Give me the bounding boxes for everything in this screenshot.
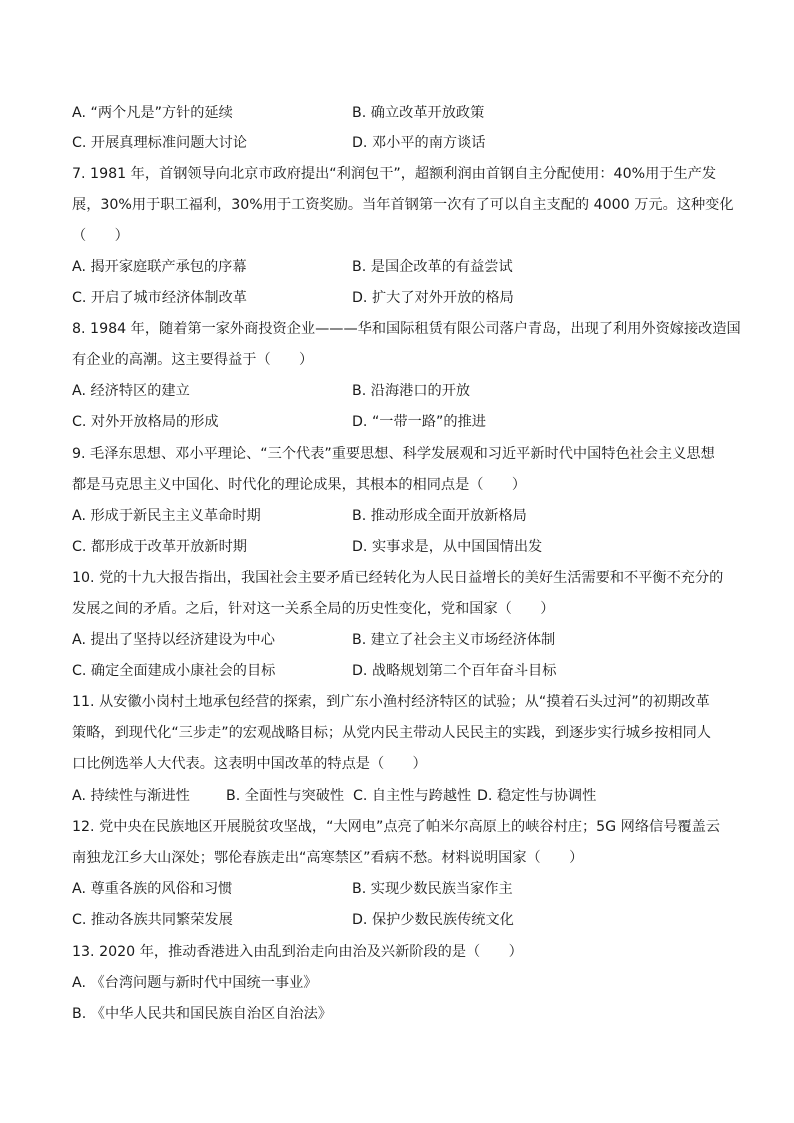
q6-option-c: C. 开展真理标准问题大讨论	[72, 135, 247, 151]
q8-option-a: A. 经济特区的建立	[72, 383, 190, 399]
q13-stem-line1: 13. 2020 年，推动香港进入由乱到治走向由治及兴新阶段的是（ ）	[72, 944, 523, 960]
q9-option-b: B. 推动形成全面开放新格局	[352, 508, 527, 524]
q11-option-b: B. 全面性与突破性	[226, 788, 345, 804]
q11-option-d: D. 稳定性与协调性	[477, 788, 597, 804]
q7-option-b: B. 是国企改革的有益尝试	[352, 259, 513, 275]
q6-option-b: B. 确立改革开放政策	[352, 105, 485, 121]
q11-stem-line2: 策略，到现代化“三步走”的宏观战略目标；从党内民主带动人民民主的实践，到逐步实行城乡按相同人	[72, 725, 711, 741]
q9-option-d: D. 实事求是，从中国国情出发	[352, 539, 543, 555]
q7-option-a: A. 揭开家庭联产承包的序幕	[72, 259, 247, 275]
q8-option-d: D. “一带一路”的推进	[352, 414, 486, 430]
q11-option-c: C. 自主性与跨越性	[353, 788, 472, 804]
q6-option-d: D. 邓小平的南方谈话	[352, 135, 486, 151]
q11-stem-line3: 口比例选举人大代表。这表明中国改革的特点是（ ）	[72, 756, 427, 772]
q12-option-d: D. 保护少数民族传统文化	[352, 912, 514, 928]
q8-stem-line2: 有企业的高潮。这主要得益于（ ）	[72, 352, 314, 368]
q9-stem-line1: 9. 毛泽东思想、邓小平理论、“三个代表”重要思想、科学发展观和习近平新时代中国特色社会主义思想	[72, 446, 715, 462]
q10-option-b: B. 建立了社会主义市场经济体制	[352, 632, 556, 648]
q11-options-row	[72, 786, 596, 806]
q7-option-c: C. 开启了城市经济体制改革	[72, 290, 247, 306]
q11-stem-line1: 11. 从安徽小岗村土地承包经营的探索，到广东小渔村经济特区的试验；从“摸着石头过河”的初期改革	[72, 694, 710, 710]
q12-stem-line2: 南独龙江乡大山深处；鄂伦春族走出“高寒禁区”看病不愁。材料说明国家（ ）	[72, 850, 584, 866]
q12-option-c: C. 推动各族共同繁荣发展	[72, 912, 233, 928]
q10-option-d: D. 战略规划第二个百年奋斗目标	[352, 663, 557, 679]
q12-stem-line1: 12. 党中央在民族地区开展脱贫攻坚战，“大网电”点亮了帕米尔高原上的峡谷村庄；5G 网络信号覆盖云	[72, 819, 720, 835]
q10-stem-line1: 10. 党的十九大报告指出，我国社会主要矛盾已经转化为人民日益增长的美好生活需要和不平衡不充分的	[72, 570, 724, 586]
q7-stem-line3: （ ）	[72, 228, 129, 244]
q13-option-a: A. 《台湾问题与新时代中国统一事业》	[72, 975, 318, 991]
q7-stem-line2: 展，30%用于职工福利，30%用于工资奖励。当年首钢第一次有了可以自主支配的 4000 万元。这种变化	[72, 197, 734, 213]
q13-option-b: B. 《中华人民共和国民族自治区自治法》	[72, 1006, 332, 1022]
q6-option-a: A. “两个凡是”方针的延续	[72, 105, 233, 121]
q7-option-d: D. 扩大了对外开放的格局	[352, 290, 514, 306]
q7-stem-line1: 7. 1981 年，首钢领导向北京市政府提出“利润包干”，超额利润由首钢自主分配使用：40%用于生产发	[72, 166, 717, 182]
q8-stem-line1: 8. 1984 年，随着第一家外商投资企业———华和国际租赁有限公司落户青岛，出现了利用外资嫁接改造国	[72, 321, 741, 337]
q10-option-a: A. 提出了坚持以经济建设为中心	[72, 632, 275, 648]
q8-option-b: B. 沿海港口的开放	[352, 383, 471, 399]
q10-option-c: C. 确定全面建成小康社会的目标	[72, 663, 276, 679]
q9-option-c: C. 都形成于改革开放新时期	[72, 539, 247, 555]
q8-option-c: C. 对外开放格局的形成	[72, 414, 219, 430]
q9-option-a: A. 形成于新民主主义革命时期	[72, 508, 261, 524]
q11-option-a: A. 持续性与渐进性	[72, 788, 190, 804]
q12-option-b: B. 实现少数民族当家作主	[352, 881, 513, 897]
q10-stem-line2: 发展之间的矛盾。之后，针对这一关系全局的历史性变化，党和国家（ ）	[72, 601, 555, 617]
q9-stem-line2: 都是马克思主义中国化、时代化的理论成果，其根本的相同点是（ ）	[72, 477, 527, 493]
q12-option-a: A. 尊重各族的风俗和习惯	[72, 881, 233, 897]
